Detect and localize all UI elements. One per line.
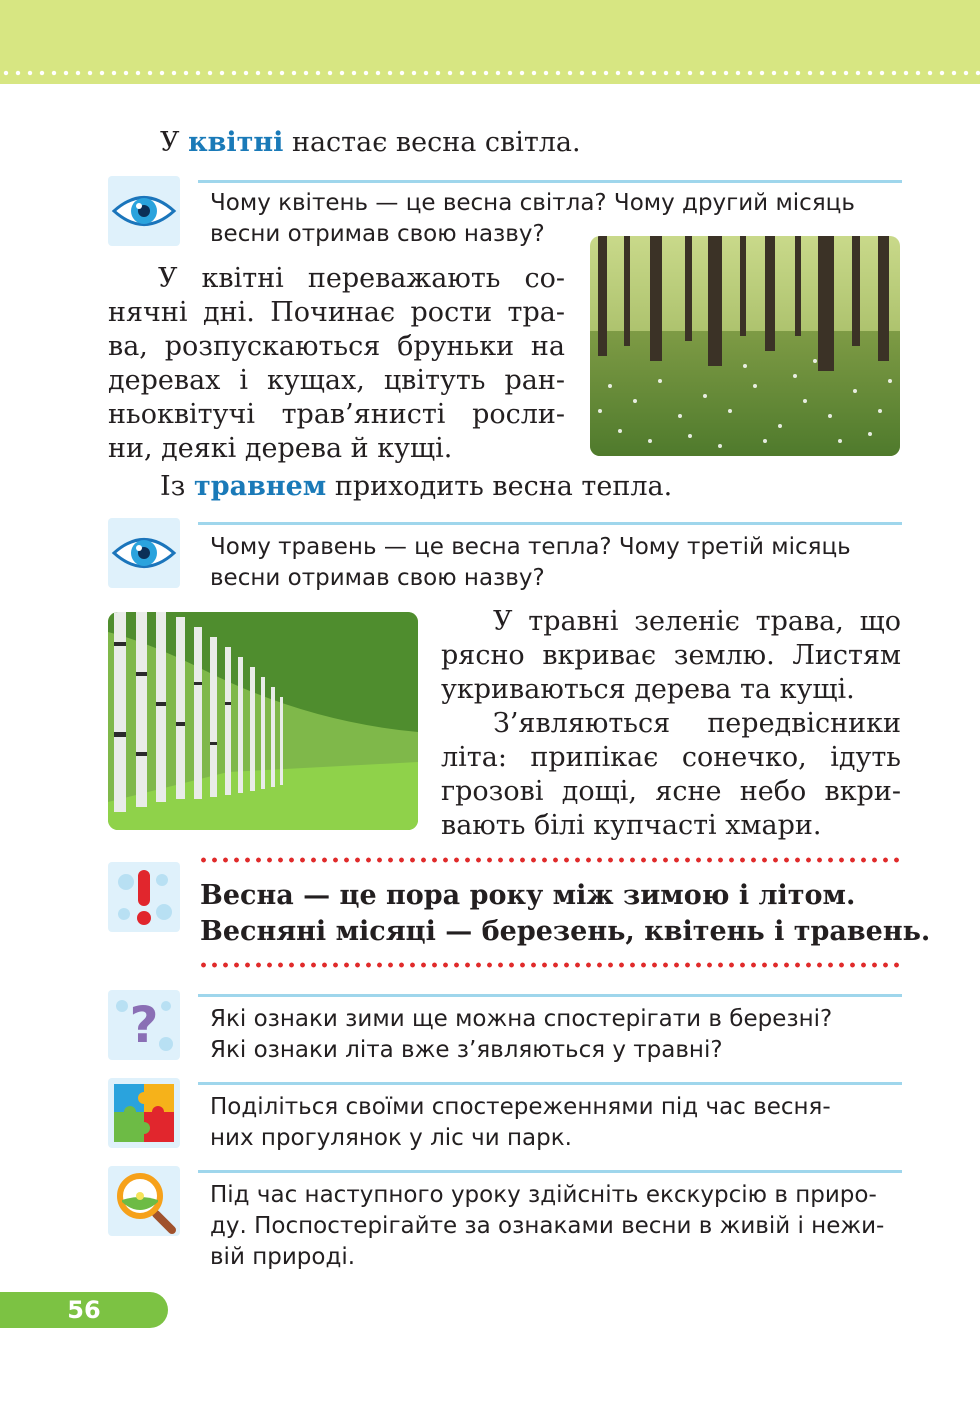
review-questions: Які ознаки зими ще можна спостерігати в березні? Які ознаки літа вже з’являються у травні?	[210, 1006, 833, 1063]
april-paragraph: У квітні переважають со- нячні дні. Починає рости тра- ва, розпускаються бруньки на деревах і кущах, цвітуть ран- ньоквітучі трав’янисті росли- ни, деякі дерева й кущі.	[108, 263, 565, 464]
eye-icon	[108, 176, 180, 246]
question-divider	[198, 522, 902, 525]
excursion-divider	[198, 1170, 902, 1173]
may-paragraph: У травні зеленіє трава, що рясно вкриває землю. Листям укриваються дерева та кущі. З’являються передвісники літа: припікає сонечко, ідуть грозові дощі, ясне небо вкри- вають білі купчасті хмари.	[441, 606, 901, 841]
birch-grove-photo	[108, 612, 418, 830]
question-icon	[108, 990, 180, 1060]
page-header-band	[0, 0, 980, 84]
svg-text:?: ?	[129, 996, 159, 1054]
question-divider	[198, 994, 902, 997]
puzzle-icon	[108, 1078, 180, 1148]
april-question: Чому квітень — це весна світла? Чому другий місяць весни отримав свою назву?	[210, 190, 855, 247]
may-intro: Із травнем приходить весна тепла.	[160, 471, 673, 502]
rule-statement: Весна — це пора року між зимою і літом. Весняні місяці — березень, квітень і травень.	[200, 880, 931, 947]
magnifier-icon	[108, 1166, 180, 1236]
keyword-may: травнем	[193, 471, 327, 502]
excursion-task: Під час наступного уроку здійсніть екскурсію в приро- ду. Поспостерігайте за ознаками весни в живій і нежи- вій природі.	[210, 1182, 885, 1270]
rule-top-dots	[198, 857, 904, 863]
april-intro: У квітні настає весна світла.	[160, 127, 581, 158]
may-question: Чому травень — це весна тепла? Чому третій місяць весни отримав свою назву?	[210, 534, 851, 591]
eye-icon	[108, 518, 180, 588]
spring-forest-photo	[590, 236, 900, 456]
page-number: 56	[0, 1292, 168, 1328]
keyword-april: квітні	[188, 127, 284, 158]
header-dotted-line	[0, 70, 980, 76]
exclamation-icon	[108, 862, 180, 932]
task-divider	[198, 1082, 902, 1085]
question-divider	[198, 180, 902, 183]
rule-bottom-dots	[198, 962, 904, 968]
observation-task: Поділіться своїми спостереженнями під час весня- них прогулянок у ліс чи парк.	[210, 1094, 831, 1151]
